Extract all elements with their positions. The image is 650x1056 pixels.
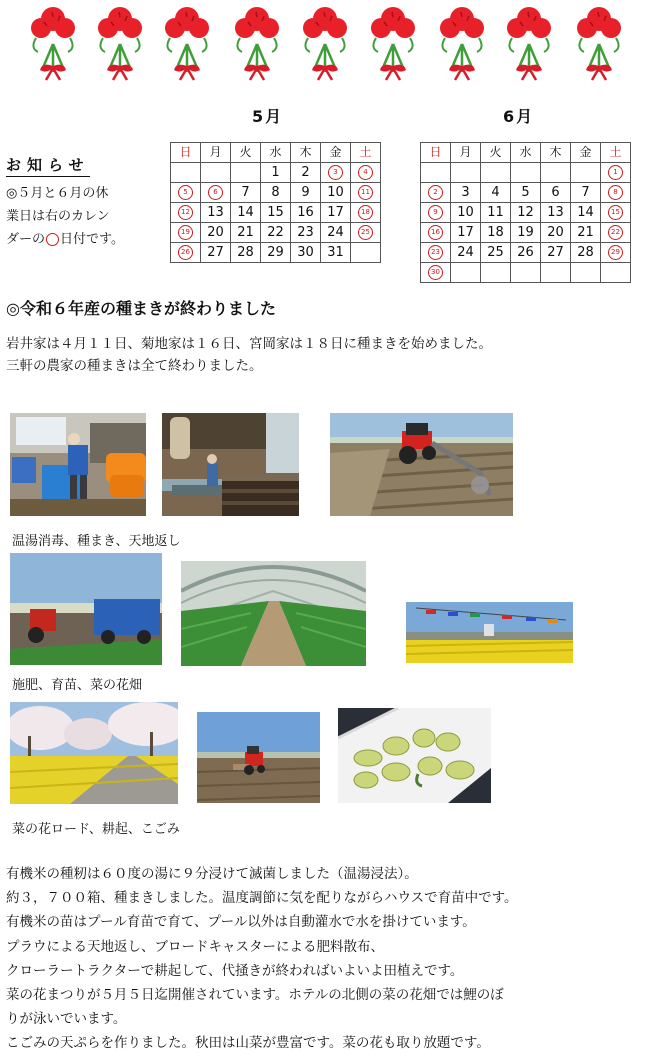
may-day: 24 bbox=[321, 223, 351, 243]
intro-line: 三軒の農家の種まきは全て終わりました。 bbox=[6, 358, 263, 374]
june-day bbox=[421, 163, 451, 183]
june-day bbox=[541, 163, 571, 183]
caption-row1: 温湯消毒、種まき、天地返し bbox=[12, 534, 181, 549]
carnation-icon bbox=[28, 4, 78, 82]
may-day: 1 bbox=[261, 163, 291, 183]
may-holiday-day: 25 bbox=[351, 223, 381, 243]
notice-line-3 bbox=[6, 228, 158, 251]
may-holiday-day: 3 bbox=[321, 163, 351, 183]
photo-tilling-tractor bbox=[197, 712, 320, 803]
june-weekday-header: 土 bbox=[601, 143, 631, 163]
carnation-icon bbox=[162, 4, 212, 82]
june-day: 17 bbox=[451, 223, 481, 243]
may-day: 16 bbox=[291, 203, 321, 223]
june-week-row bbox=[421, 183, 631, 203]
body-line: プラウによる天地返し、ブロードキャスターによる肥料散布、 bbox=[6, 938, 384, 955]
may-day: 7 bbox=[231, 183, 261, 203]
june-weekday-header: 日 bbox=[421, 143, 451, 163]
june-day bbox=[511, 263, 541, 283]
june-day: 18 bbox=[481, 223, 511, 243]
body-line: りが泳いでいます。 bbox=[6, 1011, 127, 1028]
may-day: 28 bbox=[231, 243, 261, 263]
may-day bbox=[231, 163, 261, 183]
june-weekday-header: 火 bbox=[481, 143, 511, 163]
may-title: 5月 bbox=[252, 107, 284, 126]
june-day bbox=[451, 163, 481, 183]
may-weekday-header: 土 bbox=[351, 143, 381, 163]
may-holiday-day: 26 bbox=[171, 243, 201, 263]
carnation-icon bbox=[232, 4, 282, 82]
may-week-row bbox=[171, 163, 381, 183]
photo-kogomi-tempura bbox=[338, 708, 491, 803]
june-header-row bbox=[421, 143, 631, 163]
may-day: 15 bbox=[261, 203, 291, 223]
june-holiday-day: 8 bbox=[601, 183, 631, 203]
june-day bbox=[451, 263, 481, 283]
photo-seedling-greenhouse bbox=[181, 561, 366, 666]
may-day: 29 bbox=[261, 243, 291, 263]
june-weekday-header: 月 bbox=[451, 143, 481, 163]
carnation-icon bbox=[300, 4, 350, 82]
june-day: 26 bbox=[511, 243, 541, 263]
may-weekday-header: 金 bbox=[321, 143, 351, 163]
june-holiday-day: 15 bbox=[601, 203, 631, 223]
may-holiday-day: 4 bbox=[351, 163, 381, 183]
body-line: 有機米の種籾は６０度の湯に９分浸けて滅菌しました（温湯浸法）。 bbox=[6, 866, 418, 882]
body-line: クローラートラクターで耕起して、代掻きが終わればいよいよ田植えです。 bbox=[6, 962, 464, 979]
june-holiday-day: 23 bbox=[421, 243, 451, 263]
may-day: 13 bbox=[201, 203, 231, 223]
may-day: 2 bbox=[291, 163, 321, 183]
june-week-row bbox=[421, 203, 631, 223]
caption-row3: 菜の花ロード、耕起、こごみ bbox=[12, 822, 180, 837]
june-day: 3 bbox=[451, 183, 481, 203]
notice-line-3a: ダーの bbox=[6, 232, 46, 247]
may-day: 8 bbox=[261, 183, 291, 203]
body-line: 菜の花まつりが５月５日迄開催されています。ホテルの北側の菜の花畑では鯉のぼ bbox=[6, 987, 504, 1004]
june-day: 4 bbox=[481, 183, 511, 203]
may-day: 21 bbox=[231, 223, 261, 243]
may-day: 31 bbox=[321, 243, 351, 263]
june-week-row bbox=[421, 163, 631, 183]
may-day: 20 bbox=[201, 223, 231, 243]
may-week-row bbox=[171, 203, 381, 223]
calendar-may bbox=[170, 142, 381, 263]
may-holiday-day: 6 bbox=[201, 183, 231, 203]
may-weekday-header: 木 bbox=[291, 143, 321, 163]
red-circle-icon bbox=[46, 233, 59, 246]
june-weekday-header: 水 bbox=[511, 143, 541, 163]
june-day: 25 bbox=[481, 243, 511, 263]
may-day: 23 bbox=[291, 223, 321, 243]
june-day: 11 bbox=[481, 203, 511, 223]
june-day bbox=[481, 163, 511, 183]
photo-canola-field-carp-streamers bbox=[406, 602, 573, 663]
june-day: 20 bbox=[541, 223, 571, 243]
body-line: こごみの天ぷらを作りました。秋田は山菜が豊富です。菜の花も取り放題です。 bbox=[6, 1035, 490, 1052]
june-day bbox=[571, 163, 601, 183]
photo-hot-water-disinfection bbox=[10, 413, 146, 516]
may-holiday-day: 12 bbox=[171, 203, 201, 223]
may-holiday-day: 18 bbox=[351, 203, 381, 223]
june-day: 28 bbox=[571, 243, 601, 263]
may-day: 14 bbox=[231, 203, 261, 223]
june-day: 19 bbox=[511, 223, 541, 243]
may-header-row bbox=[171, 143, 381, 163]
june-day bbox=[511, 163, 541, 183]
may-weekday-header: 日 bbox=[171, 143, 201, 163]
june-week-row bbox=[421, 223, 631, 243]
june-day: 12 bbox=[511, 203, 541, 223]
june-day: 24 bbox=[451, 243, 481, 263]
june-day: 5 bbox=[511, 183, 541, 203]
may-day: 17 bbox=[321, 203, 351, 223]
body-line: 約３，７００箱、種まきしました。温度調節に気を配りながらハウスで育苗中です。 bbox=[6, 890, 518, 907]
june-day: 14 bbox=[571, 203, 601, 223]
june-day bbox=[571, 263, 601, 283]
june-holiday-day: 1 bbox=[601, 163, 631, 183]
may-weekday-header: 火 bbox=[231, 143, 261, 163]
june-day: 13 bbox=[541, 203, 571, 223]
carnation-icon bbox=[95, 4, 145, 82]
may-day: 30 bbox=[291, 243, 321, 263]
carnation-icon bbox=[368, 4, 418, 82]
section-headline: ◎令和６年産の種まきが終わりました bbox=[6, 299, 276, 318]
may-day bbox=[201, 163, 231, 183]
june-week-row bbox=[421, 263, 631, 283]
may-day bbox=[171, 163, 201, 183]
may-holiday-day: 11 bbox=[351, 183, 381, 203]
june-holiday-day: 9 bbox=[421, 203, 451, 223]
intro-line: 岩井家は４月１１日、菊地家は１６日、宮岡家は１８日に種まきを始めました。 bbox=[6, 336, 492, 352]
caption-row2: 施肥、育苗、菜の花畑 bbox=[12, 678, 143, 693]
may-day: 9 bbox=[291, 183, 321, 203]
june-week-row bbox=[421, 243, 631, 263]
calendar-june bbox=[420, 142, 631, 283]
june-day bbox=[481, 263, 511, 283]
carnation-icon bbox=[437, 4, 487, 82]
photo-canola-road bbox=[10, 702, 178, 804]
june-day: 21 bbox=[571, 223, 601, 243]
june-holiday-day: 30 bbox=[421, 263, 451, 283]
june-title: 6月 bbox=[503, 107, 535, 126]
june-holiday-day: 16 bbox=[421, 223, 451, 243]
june-day: 27 bbox=[541, 243, 571, 263]
body-line: 有機米の苗はプール育苗で育て、プール以外は自動灌水で水を掛けています。 bbox=[6, 914, 476, 931]
may-week-row bbox=[171, 223, 381, 243]
notice-title: お知らせ bbox=[6, 154, 90, 177]
notice-body bbox=[6, 182, 158, 251]
june-weekday-header: 木 bbox=[541, 143, 571, 163]
june-weekday-header: 金 bbox=[571, 143, 601, 163]
body-text bbox=[6, 862, 646, 1056]
photo-fertilizing bbox=[10, 553, 162, 665]
may-day: 10 bbox=[321, 183, 351, 203]
may-holiday-day: 5 bbox=[171, 183, 201, 203]
intro-text bbox=[6, 333, 646, 377]
may-weekday-header: 水 bbox=[261, 143, 291, 163]
carnation-icon bbox=[504, 4, 554, 82]
photo-seeding-machine bbox=[162, 413, 299, 516]
june-day: 6 bbox=[541, 183, 571, 203]
may-holiday-day: 19 bbox=[171, 223, 201, 243]
photo-plowing-tractor bbox=[330, 413, 513, 516]
june-holiday-day: 29 bbox=[601, 243, 631, 263]
may-week-row bbox=[171, 243, 381, 263]
june-day bbox=[601, 263, 631, 283]
may-week-row bbox=[171, 183, 381, 203]
may-weekday-header: 月 bbox=[201, 143, 231, 163]
june-holiday-day: 2 bbox=[421, 183, 451, 203]
may-day: 27 bbox=[201, 243, 231, 263]
carnation-icon bbox=[574, 4, 624, 82]
notice-line-3b: 日付です。 bbox=[60, 232, 124, 247]
may-day bbox=[351, 243, 381, 263]
notice-line-1: ◎５月と６月の休 bbox=[6, 186, 109, 201]
june-day bbox=[541, 263, 571, 283]
june-holiday-day: 22 bbox=[601, 223, 631, 243]
notice-line-2: 業日は右のカレン bbox=[6, 209, 110, 224]
june-day: 7 bbox=[571, 183, 601, 203]
may-day: 22 bbox=[261, 223, 291, 243]
june-day: 10 bbox=[451, 203, 481, 223]
